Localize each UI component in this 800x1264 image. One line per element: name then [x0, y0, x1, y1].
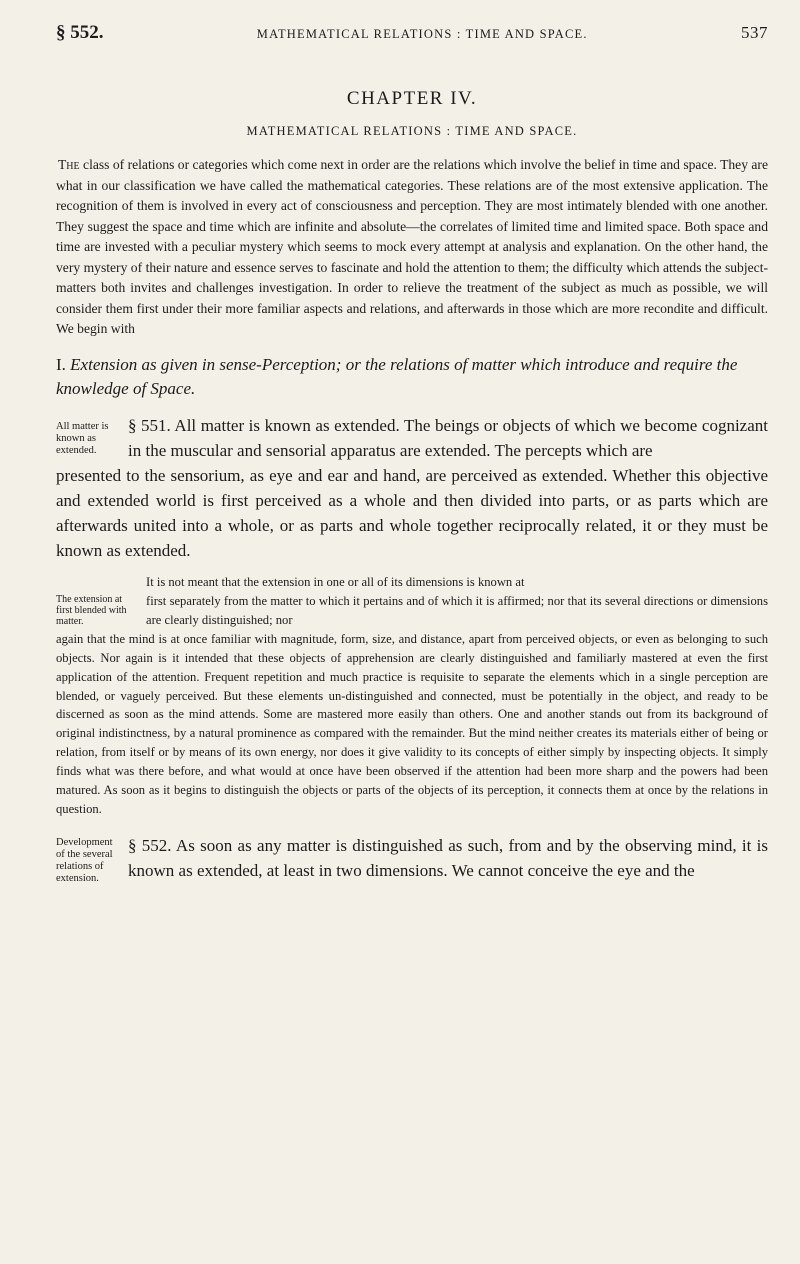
paragraph-551-lead: § 551. All matter is known as extended. The beings or objects of which we become cognizant in the muscular and sensorial apparatus are extended. The percepts which are [128, 416, 768, 461]
book-page [56, 22, 768, 883]
paragraph-552 [56, 833, 768, 883]
running-head [56, 22, 768, 48]
intro-paragraph [56, 155, 768, 340]
paragraph-551 [56, 413, 768, 563]
intro-text: class of relations or categories which come next in order are the relations which involve the belief in time and space. They are what in our classification we have called the mathematical categories. These relations are of the most extensive application. The recognition of them is involved in every act of consciousness and perception. They are most intimately blended with one another. They suggest the space and time which are infinite and absolute—the correlates of limited time and limited space. Both space and time are invested with a peculiar mystery which seems to mock every attempt at analysis and explanation. On the other hand, the very mystery of their nature and essence serves to fascinate and hold the attention to them; the difficulty which attends the subject-matters both invites and challenges investigation. In order to relieve the treatment of the subject as much as possible, we will consider them first under their more familiar aspects and relations, and afterwards in those which are more recondite and difficult. We begin with [56, 157, 768, 336]
margin-note-552: Development of the several relations of extension. [56, 836, 113, 884]
running-title: MATHEMATICAL RELATIONS : TIME AND SPACE. [256, 27, 588, 41]
note-lead: first separately from the matter to which it pertains and of which it is affirmed; nor that its several directions or dimensions are clearly distinguished; nor [146, 594, 768, 627]
page-number: 537 [741, 23, 768, 42]
paragraph-552-text [56, 833, 768, 883]
note-rest: again that the mind is at once familiar with magnitude, form, size, and distance, apart from perceived objects, or even as belonging to such objects. Nor again is it intended that these objects of apprehension are clearly distinguished and familiarly mastered at even the first application of the attention. Frequent repetition and much practice is requisite to separate the elements which in a single perception are blended, or vaguely perceived. But these elements un-distinguished and connected, must be potentially in the object, and ready to be discerned as soon as the mind attends. Some are mastered more easily than others. One and another stands out from its background of original indistinctness, by a natural prominence as compared with the remainder. But the mind neither creates its materials either of being or relation, from itself or by means of its own energy, nor does it give validity to its concepts of either simply by inspecting objects. It simply finds what was there before, and what would at once have been observed if the attention had been more sharp and the powers had been matured. As soon as it begins to distinguish the objects or parts of the objects of its perception, it connects them at once by the relations in question. [56, 631, 768, 816]
paragraph-552-lead: § 552. As soon as any matter is distinguished as such, from and by the observing mind, it is known as extended, at least in two dimensions. We cannot conceive the eye and the [128, 835, 768, 880]
note-body [56, 592, 768, 819]
paragraph-551-text [56, 413, 768, 563]
note-first-line: It is not meant that the extension in one or all of its dimensions is known at [146, 575, 525, 590]
note-extension [56, 573, 768, 819]
margin-note-551: All matter is known as extended. [56, 421, 109, 457]
note-text [56, 592, 768, 819]
intro-lead-word: The [58, 157, 80, 172]
margin-note-extension: The extension at first blended with matter. [56, 594, 127, 627]
paragraph-551-rest: presented to the sensorium, as eye and ear and hand, are perceived as extended. Whether this objective and extended world is first perceived as a whole and then divided into parts, or as parts which are afterwards united into a whole, or as parts and whole together reciprocally related, it or they must be known as extended. [56, 466, 768, 561]
chapter-heading: CHAPTER IV. [346, 88, 478, 109]
section-numeral: I. [56, 355, 66, 375]
section-heading [56, 353, 768, 401]
chapter-subtitle: MATHEMATICAL RELATIONS : TIME AND SPACE. [246, 124, 578, 138]
section-number: § 552. [56, 22, 104, 43]
section-heading-text: Extension as given in sense-Perception; or the relations of matter which introduce and require the knowledge of Space. [56, 355, 738, 399]
